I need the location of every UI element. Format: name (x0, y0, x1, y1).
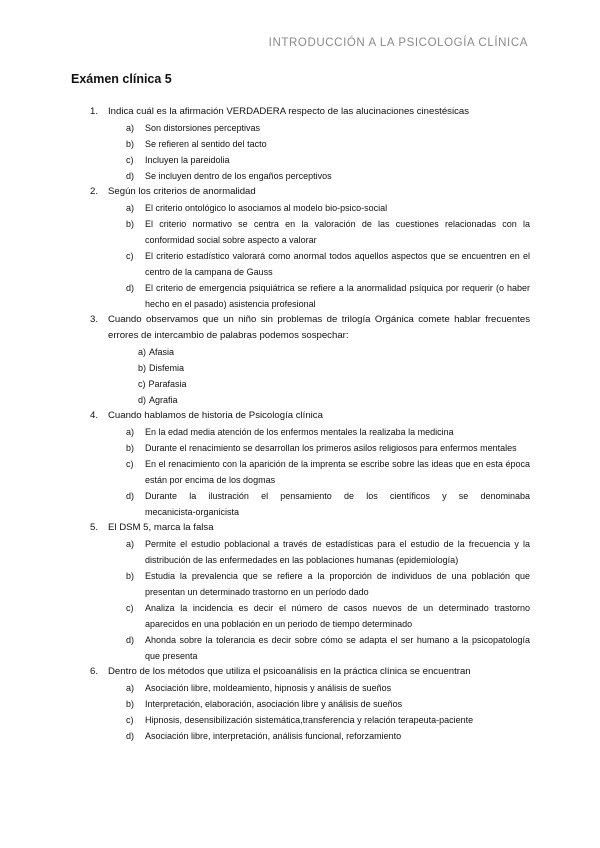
option-letter: a) (126, 427, 135, 437)
option-letter: a) (126, 123, 135, 133)
option-letter: c) (126, 251, 134, 261)
option-text: Durante la ilustración el pensamiento de los científicos y se denominaba (145, 491, 530, 501)
option-text: Agrafia (149, 395, 178, 405)
option-b (0, 136, 600, 152)
option-text: El criterio ontológico lo asociamos al modelo bio-psico-social (145, 203, 388, 213)
option-letter: c) (126, 603, 134, 613)
question-text-continued: errores de intercambio de palabras podemos sospechar: (108, 330, 349, 341)
option-text: Interpretación, elaboración, asociación libre y análisis de sueños (145, 699, 403, 709)
option-text: El criterio estadístico valorará como anormal todos aquellos aspectos que se encuentren en el centro de la campana de Gauss (145, 251, 530, 277)
option-b (0, 696, 600, 712)
question-text: Cuando observamos que un niño sin problemas de trilogía Orgánica comete hablar frecuentes (108, 314, 530, 325)
option-text: Se refieren al sentido del tacto (145, 139, 267, 149)
question-number: 4. (90, 410, 99, 421)
option-letter: c) (126, 459, 134, 469)
option-letter: c) (126, 715, 134, 725)
option-text: Afasia (149, 347, 175, 357)
question-text: Dentro de los métodos que utiliza el psicoanálisis en la práctica clínica se encuentran (108, 666, 471, 677)
option-letter: d) (126, 635, 135, 645)
option-letter: b) (126, 139, 135, 149)
option-letter: a) (126, 539, 135, 549)
option-b (0, 440, 600, 456)
option-text: Ahonda sobre la tolerancia es decir sobre cómo se adapta el ser humano a la psicopatología que presenta (145, 635, 530, 661)
question-4 (0, 408, 600, 520)
option-text: Durante el renacimiento se desarrollan los primeros asilos religiosos para enfermos mentales (145, 443, 517, 453)
option-letter: a) (126, 203, 135, 213)
question-number: 1. (90, 106, 99, 117)
question-text: Según los criterios de anormalidad (108, 186, 256, 197)
page-header: INTRODUCCIÓN A LA PSICOLOGÍA CLÍNICA (268, 37, 528, 49)
question-number: 5. (90, 522, 99, 533)
option-d (0, 728, 600, 744)
question-6 (0, 664, 600, 744)
option-a (0, 200, 600, 216)
option-list (0, 536, 600, 664)
question-number: 2. (90, 186, 99, 197)
exam-title: Exámen clínica 5 (71, 72, 172, 86)
option-text: Incluyen la pareidolia (145, 155, 230, 165)
option-letter: d) (138, 395, 147, 405)
option-text: Estudia la prevalencia que se refiere a la proporción de individuos de una población que presentan un determinado trastorno en un período dado (145, 571, 530, 597)
question-text: Indica cuál es la afirmación VERDADERA respecto de las alucinaciones cinestésicas (108, 106, 470, 117)
question-5 (0, 520, 600, 664)
option-list (0, 344, 600, 408)
option-d (0, 488, 600, 520)
option-text: El criterio normativo se centra en la valoración de las cuestiones relacionadas con la conformidad social sobre aspecto a valorar (145, 219, 530, 245)
option-d (0, 280, 600, 312)
option-text: Disfemia (149, 363, 185, 373)
question-list (0, 104, 600, 744)
option-b (0, 360, 600, 376)
option-b (0, 216, 600, 248)
option-text: El criterio de emergencia psiquiátrica se refiere a la anormalidad psíquica por requerir (o haber hecho en el pasado) asistencia profesional (145, 283, 530, 309)
question-3 (0, 312, 600, 408)
option-d (0, 168, 600, 184)
option-c (0, 456, 600, 488)
question-number: 6. (90, 666, 99, 677)
question-2 (0, 184, 600, 312)
option-letter: d) (126, 491, 135, 501)
option-letter: b) (138, 363, 147, 373)
option-text: Parafasia (148, 379, 187, 389)
option-c (0, 248, 600, 280)
option-a (0, 344, 600, 360)
option-letter: d) (126, 283, 135, 293)
option-letter: a) (126, 683, 135, 693)
option-text: Hipnosis, desensibilización sistemática,transferencia y relación terapeuta-paciente (145, 715, 474, 725)
option-d (0, 632, 600, 664)
option-text: Asociación libre, interpretación, análisis funcional, reforzamiento (145, 731, 402, 741)
option-letter: a) (138, 347, 147, 357)
question-text: Cuando hablamos de historia de Psicología clínica (108, 410, 323, 421)
question-1 (0, 104, 600, 184)
option-list (0, 680, 600, 744)
option-letter: b) (126, 699, 135, 709)
option-text: Son distorsiones perceptivas (145, 123, 261, 133)
option-a (0, 680, 600, 696)
option-letter: c) (126, 155, 134, 165)
option-letter: b) (126, 219, 135, 229)
option-list (0, 424, 600, 520)
option-a (0, 536, 600, 568)
option-text-continued: mecanicista-organicista (145, 507, 240, 517)
option-a (0, 120, 600, 136)
option-c (0, 152, 600, 168)
option-text: Permite el estudio poblacional a través de estadísticas para el estudio de la frecuencia y la distribución de las enfermedades en las poblaciones humanas (epidemiología) (145, 539, 530, 565)
option-text: Se incluyen dentro de los engaños perceptivos (145, 171, 332, 181)
option-list (0, 200, 600, 312)
option-letter: d) (126, 171, 135, 181)
option-letter: b) (126, 443, 135, 453)
question-number: 3. (90, 314, 99, 325)
option-letter: d) (126, 731, 135, 741)
option-c (0, 376, 600, 392)
option-text: Asociación libre, moldeamiento, hipnosis y análisis de sueños (145, 683, 392, 693)
option-letter: c) (138, 379, 146, 389)
option-letter: b) (126, 571, 135, 581)
option-text: En la edad media atención de los enfermos mentales la realizaba la medicina (145, 427, 454, 437)
option-b (0, 568, 600, 600)
option-text: En el renacimiento con la aparición de la imprenta se escribe sobre las ideas que en esta época están por encima de los dogmas (145, 459, 530, 485)
option-list (0, 120, 600, 184)
option-c (0, 600, 600, 632)
option-a (0, 424, 600, 440)
option-c (0, 712, 600, 728)
option-d (0, 392, 600, 408)
option-text: Analiza la incidencia es decir el número de casos nuevos de un determinado trastorno aparecidos en una población en un periodo de tiempo determinado (145, 603, 530, 629)
question-text: El DSM 5, marca la falsa (108, 522, 214, 533)
